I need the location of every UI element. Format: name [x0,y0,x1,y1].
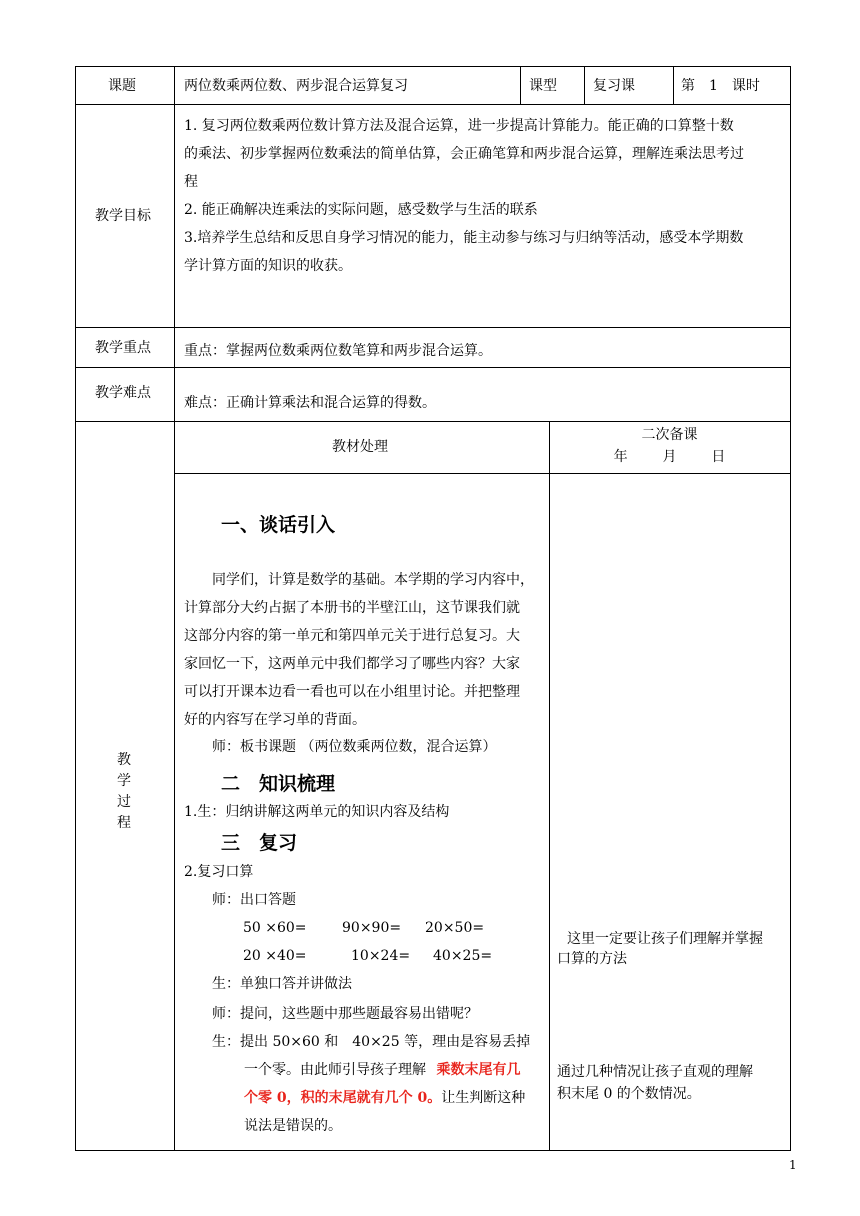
section3-title: 三 复习 [221,832,298,854]
highlighted-rule: 个零 0，积的末尾就有几个 0。 [244,1090,442,1106]
student-oral: 生：单独口答并讲做法 [212,976,352,992]
step-2: 2.复习口算 [184,864,254,880]
goal-line-3: 程 [184,174,198,190]
process-label [114,750,134,834]
difficulties-label: 教学难点 [95,385,151,401]
secondary-prep-title: 二次备课 [641,427,698,443]
key-points-label: 教学重点 [95,340,151,356]
type-value: 复习课 [593,78,635,94]
intro-paragraph-line: 可以打开课本边看一看也可以在小组里讨论。并把整理 [184,684,520,700]
subject-label: 课题 [108,78,136,94]
lesson-number-suffix: 课时 [731,78,760,94]
teacher-ask: 师：出口答题 [212,892,296,908]
intro-paragraph-line: 这部分内容的第一单元和第四单元关于进行总复习。大 [184,628,520,644]
date-year: 年 [613,449,628,465]
prep-note-line: 积末尾 0 的个数情况。 [557,1086,701,1102]
student-answer-line: 说法是错误的。 [244,1118,342,1134]
difficulties-text: 难点：正确计算乘法和混合运算的得数。 [184,395,436,411]
process-label-char: 过 [117,794,131,810]
goal-line-2: 的乘法、初步掌握两位数乘法的简单估算，会正确笔算和两步混合运算，理解连乘法思考过 [184,146,744,162]
calc-item: 40×25= [433,948,493,964]
student-answer-line [244,1056,520,1084]
student-answer-text: 让生判断这种 [441,1090,526,1106]
process-label-char: 教 [117,752,131,768]
page-number: 1 [789,1158,797,1172]
section2-title: 二 知识梳理 [221,773,336,795]
date-month: 月 [662,449,677,465]
calc-item: 20 ×40= [243,948,307,964]
process-label-char: 学 [117,773,131,789]
highlighted-rule: 乘数末尾有几 [436,1062,521,1078]
intro-paragraph-line: 同学们，计算是数学的基础。本学期的学习内容中， [212,572,534,588]
intro-paragraph-line: 计算部分大约占据了本册书的半壁江山，这节课我们就 [184,600,520,616]
goal-line-4: 2. 能正确解决连乘法的实际问题，感受数学与生活的联系 [184,202,538,218]
goal-line-6: 学计算方面的知识的收获。 [184,258,352,274]
secondary-prep-header [549,424,790,468]
calc-item: 90×90= [342,920,402,936]
calc-item: 10×24= [351,948,411,964]
intro-paragraph-line: 家回忆一下，这两单元中我们都学习了哪些内容？大家 [184,656,520,672]
teacher-board-note: 师：板书课题 （两位数乘两位数，混合运算） [212,739,497,755]
prep-note-line: 通过几种情况让孩子直观的理解 [557,1064,753,1080]
prep-note-line: 这里一定要让孩子们理解并掌握 [567,931,763,947]
subject-value: 两位数乘两位数、两步混合运算复习 [184,78,408,94]
intro-paragraph-line: 好的内容写在学习单的背面。 [184,712,366,728]
calc-item: 20×50= [425,920,485,936]
student-answer-line [244,1084,525,1112]
secondary-prep-date [549,446,790,468]
type-label: 课型 [529,78,557,94]
calc-item: 50 ×60= [243,920,307,936]
teacher-question: 师：提问，这些题中那些题最容易出错呢？ [212,1006,478,1022]
lesson-number-value: 1 [708,78,718,94]
goal-line-5: 3.培养学生总结和反思自身学习情况的能力，能主动参与练习与归纳等活动，感受本学期数 [184,230,744,246]
lesson-number [681,72,760,100]
goal-line-1: 1. 复习两位数乘两位数计算方法及混合运算，进一步提高计算能力。能正确的口算整十数 [184,118,734,134]
material-column-header: 教材处理 [332,439,388,455]
goals-label: 教学目标 [95,208,151,224]
key-points-text: 重点：掌握两位数乘两位数笔算和两步混合运算。 [184,343,492,359]
student-answer-text: 一个零。由此师引导孩子理解 [244,1062,426,1078]
step-1: 1.生：归纳讲解这两单元的知识内容及结构 [184,804,450,820]
lesson-number-prefix: 第 [681,78,695,94]
process-label-char: 程 [117,815,131,831]
date-day: 日 [711,449,726,465]
student-answer-line: 生：提出 50×60 和 40×25 等，理由是容易丢掉 [212,1034,531,1050]
section1-title: 一、谈话引入 [221,514,336,536]
prep-note-line: 口算的方法 [557,951,627,967]
